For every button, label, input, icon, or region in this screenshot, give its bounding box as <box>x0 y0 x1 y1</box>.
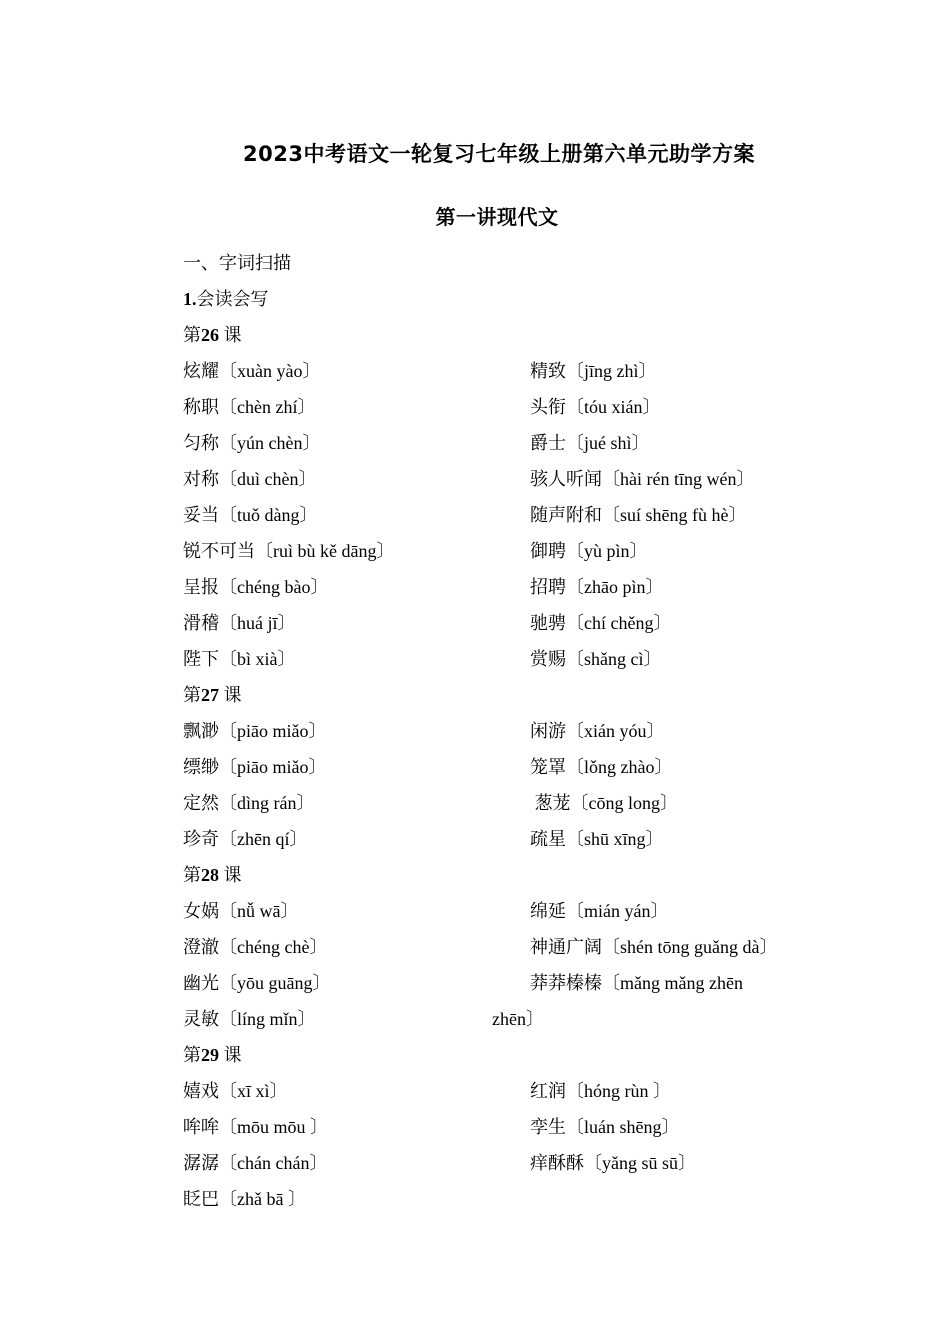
lesson-prefix: 第 <box>183 325 201 345</box>
vocab-item: 哞哞〔mōu mōu 〕 <box>183 1117 329 1137</box>
document-subtitle: 第一讲现代文 <box>435 205 559 229</box>
document-title: 2023中考语文一轮复习七年级上册第六单元助学方案 <box>243 142 755 166</box>
vocab-item: 笼罩〔lǒng zhào〕 <box>530 757 673 777</box>
vocab-item: 随声附和〔suí shēng fù hè〕 <box>530 505 747 525</box>
vocab-item: 痒酥酥〔yǎng sū sū〕 <box>530 1153 696 1173</box>
vocab-item: 滑稽〔huá jī〕 <box>183 613 296 633</box>
vocab-item: 飘渺〔piāo miǎo〕 <box>183 721 327 741</box>
vocab-item: 爵士〔jué shì〕 <box>530 433 650 453</box>
vocab-item: 神通广阔〔shén tōng guǎng dà〕 <box>530 937 778 957</box>
vocab-item: 灵敏〔líng mǐn〕 <box>183 1009 316 1029</box>
vocab-item: 妥当〔tuǒ dàng〕 <box>183 505 318 525</box>
vocab-item: 孪生〔luán shēng〕 <box>530 1117 680 1137</box>
vocab-item: 幽光〔yōu guāng〕 <box>183 973 331 993</box>
vocab-item: 头衔〔tóu xián〕 <box>530 397 661 417</box>
vocab-item: 对称〔duì chèn〕 <box>183 469 317 489</box>
vocab-item: 珍奇〔zhēn qí〕 <box>183 829 308 849</box>
vocab-item: 疏星〔shū xīng〕 <box>530 829 664 849</box>
lesson-number: 27 <box>201 685 219 705</box>
vocab-item: 眨巴〔zhǎ bā 〕 <box>183 1189 306 1209</box>
subsection-number: 1. <box>183 289 197 309</box>
vocab-item: 骇人听闻〔hài rén tīng wén〕 <box>530 469 755 489</box>
subsection-heading <box>183 287 269 311</box>
lesson-suffix: 课 <box>223 325 242 345</box>
lesson-prefix: 第 <box>183 865 201 885</box>
vocab-item: 锐不可当〔ruì bù kě dāng〕 <box>183 541 395 561</box>
vocab-item: 称职〔chèn zhí〕 <box>183 397 316 417</box>
lesson-prefix: 第 <box>183 1045 201 1065</box>
vocab-item: 匀称〔yún chèn〕 <box>183 433 321 453</box>
vocab-item: 招聘〔zhāo pìn〕 <box>530 577 664 597</box>
vocab-item: 赏赐〔shǎng cì〕 <box>530 649 662 669</box>
lesson-suffix: 课 <box>223 1045 242 1065</box>
lesson-suffix: 课 <box>223 865 242 885</box>
vocab-item: 炫耀〔xuàn yào〕 <box>183 361 321 381</box>
vocab-item: 女娲〔nǚ wā〕 <box>183 901 299 921</box>
vocab-item: 澄澈〔chéng chè〕 <box>183 937 328 957</box>
lesson-heading <box>183 683 242 707</box>
vocab-item: 精致〔jīng zhì〕 <box>530 361 657 381</box>
lesson-number: 26 <box>201 325 219 345</box>
vocab-item: 潺潺〔chán chán〕 <box>183 1153 328 1173</box>
vocab-item: 缥缈〔piāo miǎo〕 <box>183 757 327 777</box>
section-heading: 一、字词扫描 <box>183 253 291 273</box>
vocab-item: 闲游〔xián yóu〕 <box>530 721 665 741</box>
lesson-heading <box>183 863 242 887</box>
vocab-item: 驰骋〔chí chěng〕 <box>530 613 672 633</box>
lesson-heading <box>183 1043 242 1067</box>
vocab-item: 定然〔dìng rán〕 <box>183 793 315 813</box>
lesson-heading <box>183 323 242 347</box>
vocab-item: 莽莽榛榛〔mǎng mǎng zhēn <box>530 973 743 993</box>
vocab-item: 陛下〔bì xià〕 <box>183 649 296 669</box>
vocab-item: 呈报〔chéng bào〕 <box>183 577 329 597</box>
lesson-number: 29 <box>201 1045 219 1065</box>
vocab-item: 御聘〔yù pìn〕 <box>530 541 648 561</box>
lesson-number: 28 <box>201 865 219 885</box>
vocab-item: 嬉戏〔xī xì〕 <box>183 1081 288 1101</box>
lesson-prefix: 第 <box>183 685 201 705</box>
lesson-suffix: 课 <box>223 685 242 705</box>
vocab-item: 葱茏〔cōng long〕 <box>530 793 678 813</box>
vocab-item: 绵延〔mián yán〕 <box>530 901 669 921</box>
vocab-item-wrap: zhēn〕 <box>492 1009 544 1029</box>
vocab-item: 红润〔hóng rùn 〕 <box>530 1081 671 1101</box>
subsection-label: 会读会写 <box>196 289 269 309</box>
